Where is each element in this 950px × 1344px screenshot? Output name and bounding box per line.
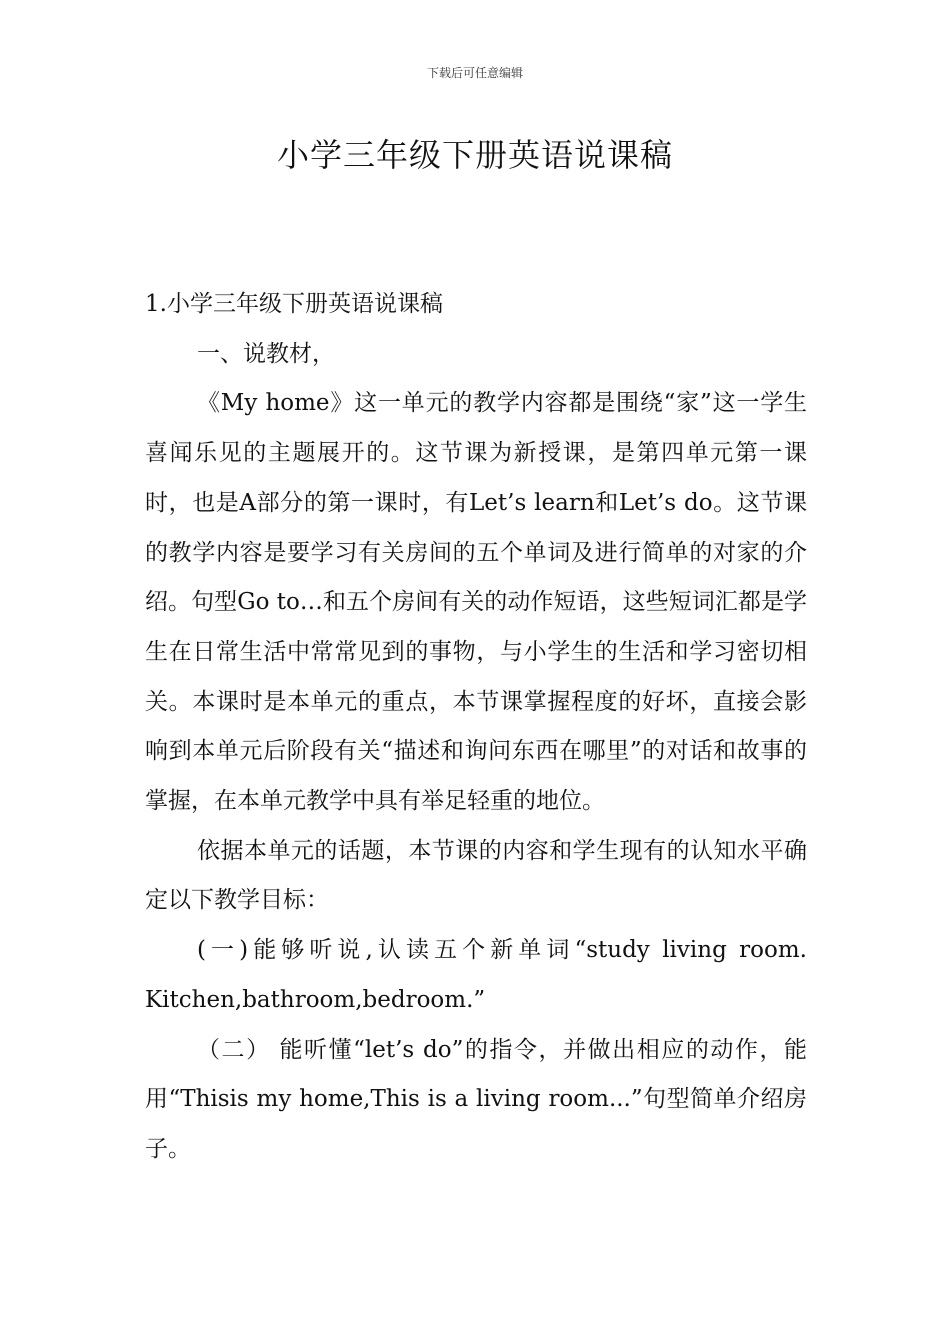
- body-paragraph: 《My home》这一单元的教学内容都是围绕“家”这一学生喜闻乐见的主题展开的。这节课为新授课，是第四单元第一课时，也是A部分的第一课时，有Let’s learn和Let’s do。这节课的教学内容是要学习有关房间的五个单词及进行简单的对家的介绍。句型Go to…和五个房间有关的动作短语，这些短词汇都是学生在日常生活中常常见到的事物，与小学生的生活和学习密切相关。本课时是本单元的重点，本节课掌握程度的好坏，直接会影响到本单元后阶段有关“描述和询问东西在哪里”的对话和故事的掌握，在本单元教学中具有举足轻重的地位。: [145, 390, 807, 815]
- objective-item: （二） 能听懂“let’s do”的指令，并做出相应的动作，能用“Thisis my home,This is a living room...”句型简单介绍房子。: [145, 1036, 807, 1162]
- page-title: 小学三年级下册英语说课稿: [276, 136, 673, 174]
- document-body: [145, 280, 807, 1175]
- section-heading: 1.小学三年级下册英语说课稿: [145, 291, 443, 317]
- objective-item: (一)能够听说,认读五个新单词“study living room. Kitchen,bathroom,bedroom.”: [145, 937, 807, 1013]
- subsection-heading: 一、说教材，: [197, 340, 335, 367]
- body-paragraph: 依据本单元的话题，本节课的内容和学生现有的认知水平确定以下教学目标：: [145, 837, 807, 914]
- header-note: 下载后可任意编辑: [426, 66, 523, 80]
